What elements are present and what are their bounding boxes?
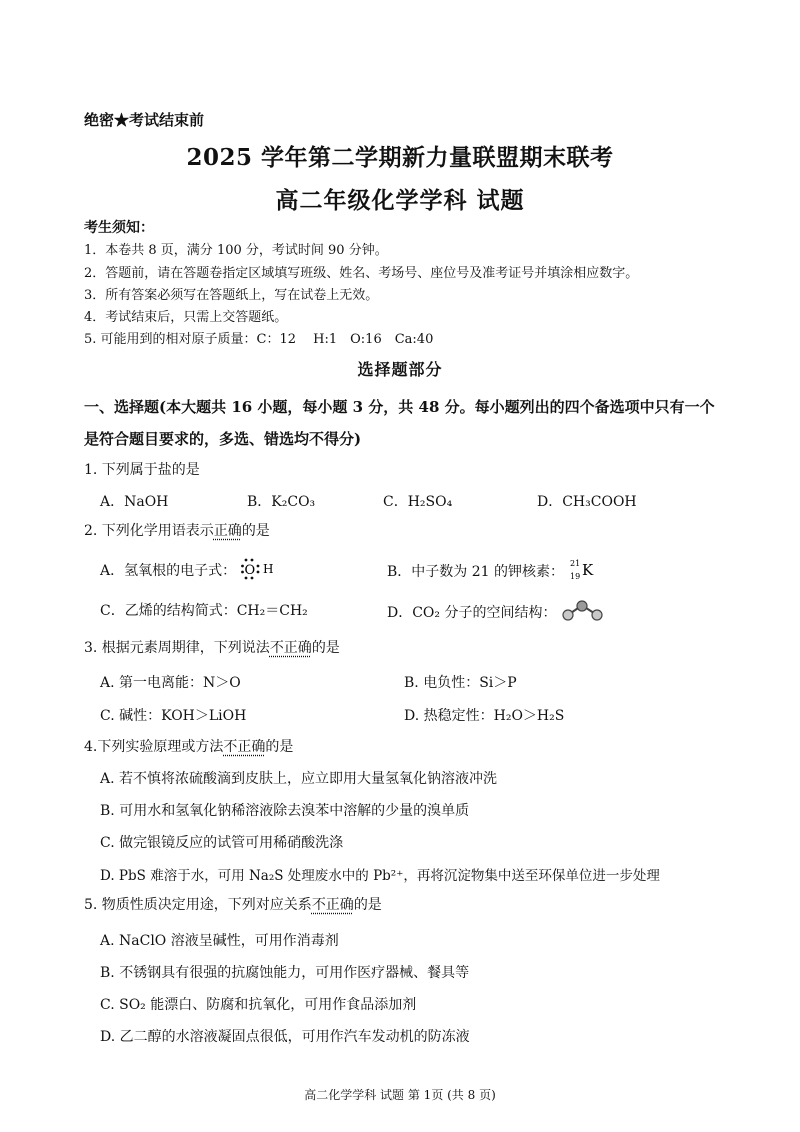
- stem-text: 4.下列实验原理或方法: [84, 739, 224, 755]
- q5-option-d: D. 乙二醇的水溶液凝固点很低，可用作汽车发动机的防冻液: [100, 1029, 470, 1045]
- note-item: 5. 可能用到的相对原子质量：C：12 H:1 O:16 Ca:40: [84, 332, 434, 347]
- question-2-stem: [84, 520, 270, 540]
- stem-emphasis: 正确: [213, 523, 242, 539]
- page-footer: 高二化学学科 试题 第 1页 (共 8 页): [304, 1088, 496, 1102]
- q4-option-c: C. 做完银镜反应的试管可用稀硝酸洗涤: [100, 835, 344, 851]
- q3-option-a: A. 第一电离能：N＞O: [100, 675, 241, 691]
- q1-option-c: C．H₂SO₄: [383, 494, 453, 510]
- note-item: 1．本卷共 8 页，满分 100 分，考试时间 90 分钟。: [84, 243, 388, 258]
- q1-option-d: D．CH₃COOH: [537, 494, 637, 510]
- question-5-stem: [84, 894, 382, 914]
- hydrogen-symbol: H: [262, 562, 274, 576]
- q2-option-c: C．乙烯的结构简式：CH₂＝CH₂: [100, 603, 308, 619]
- note-item: 3．所有答案必须写在答题纸上，写在试卷上无效。: [84, 288, 379, 303]
- atomic-number: 19: [570, 572, 581, 581]
- q4-option-b: B. 可用水和氢氧化钠稀溶液除去溴苯中溶解的少量的溴单质: [100, 803, 470, 819]
- mass-number: 21: [570, 559, 581, 568]
- stem-emphasis: 不正确: [223, 739, 266, 755]
- stem-text: 的是: [311, 640, 340, 656]
- q2-option-a: [100, 557, 283, 585]
- question-1-stem: 1. 下列属于盐的是: [84, 462, 200, 478]
- stem-text: 的是: [265, 739, 294, 755]
- option-label: A．氢氧根的电子式：: [100, 563, 237, 579]
- q3-option-b: B. 电负性：Si＞P: [404, 675, 517, 691]
- q5-option-a: A. NaClO 溶液呈碱性，可用作消毒剂: [100, 933, 339, 949]
- stem-text: 的是: [241, 523, 270, 539]
- stem-text: 的是: [353, 897, 382, 913]
- stem-text: 3. 根据元素周期律，下列说法: [84, 640, 270, 656]
- element-symbol: K: [582, 561, 594, 579]
- part-instructions-line2: 是符合题目要求的，多选、错选均不得分): [84, 430, 362, 448]
- note-item: 2．答题前，请在答题卷指定区域填写班级、姓名、考场号、座位号及准考证号并填涂相应数字。: [84, 266, 639, 281]
- option-label: B．中子数为 21 的钾核素：: [387, 564, 565, 580]
- question-4-stem: [84, 736, 293, 756]
- q4-option-d: D. PbS 难溶于水，可用 Na₂S 处理废水中的 Pb²⁺，再将沉淀物集中送至环保单位进一步处理: [100, 868, 660, 884]
- q5-option-c: C. SO₂ 能漂白、防腐和抗氧化，可用作食品添加剂: [100, 997, 417, 1013]
- hydroxide-electron-formula: [241, 557, 283, 585]
- stem-text: 2. 下列化学用语表示: [84, 523, 214, 539]
- q3-option-d: D. 热稳定性：H₂O＞H₂S: [404, 708, 565, 724]
- q4-option-a: A. 若不慎将浓硫酸滴到皮肤上，应立即用大量氢氧化钠溶液冲洗: [100, 771, 498, 787]
- stem-emphasis: 不正确: [269, 640, 312, 656]
- exam-title: 2025 学年第二学期新力量联盟期末联考: [186, 144, 614, 171]
- notes-heading: 考生须知：: [84, 220, 154, 236]
- q2-option-b: [387, 557, 604, 587]
- potassium-nuclide-notation: [568, 557, 604, 587]
- confidential-mark: 绝密★考试结束前: [84, 111, 205, 129]
- stem-text: 5. 物质性质决定用途，下列对应关系: [84, 897, 312, 913]
- q1-option-b: B．K₂CO₃: [247, 494, 316, 510]
- question-3-stem: [84, 637, 340, 657]
- option-label: D．CO₂ 分子的空间结构：: [387, 605, 557, 621]
- note-item: 4．考试结束后，只需上交答题纸。: [84, 310, 288, 325]
- q2-option-d: [387, 600, 605, 626]
- bent-molecule-model: [561, 600, 605, 626]
- q1-option-a: A．NaOH: [100, 494, 169, 510]
- exam-subtitle: 高二年级化学学科 试题: [275, 187, 525, 214]
- section-title: 选择题部分: [357, 360, 443, 379]
- oxygen-symbol: O: [244, 563, 255, 578]
- stem-emphasis: 不正确: [311, 897, 354, 913]
- q3-option-c: C. 碱性：KOH＞LiOH: [100, 708, 247, 724]
- part-instructions-line1: 一、选择题(本大题共 16 小题，每小题 3 分，共 48 分。每小题列出的四个备选项中只有一个: [84, 398, 715, 416]
- q5-option-b: B. 不锈钢具有很强的抗腐蚀能力，可用作医疗器械、餐具等: [100, 965, 470, 981]
